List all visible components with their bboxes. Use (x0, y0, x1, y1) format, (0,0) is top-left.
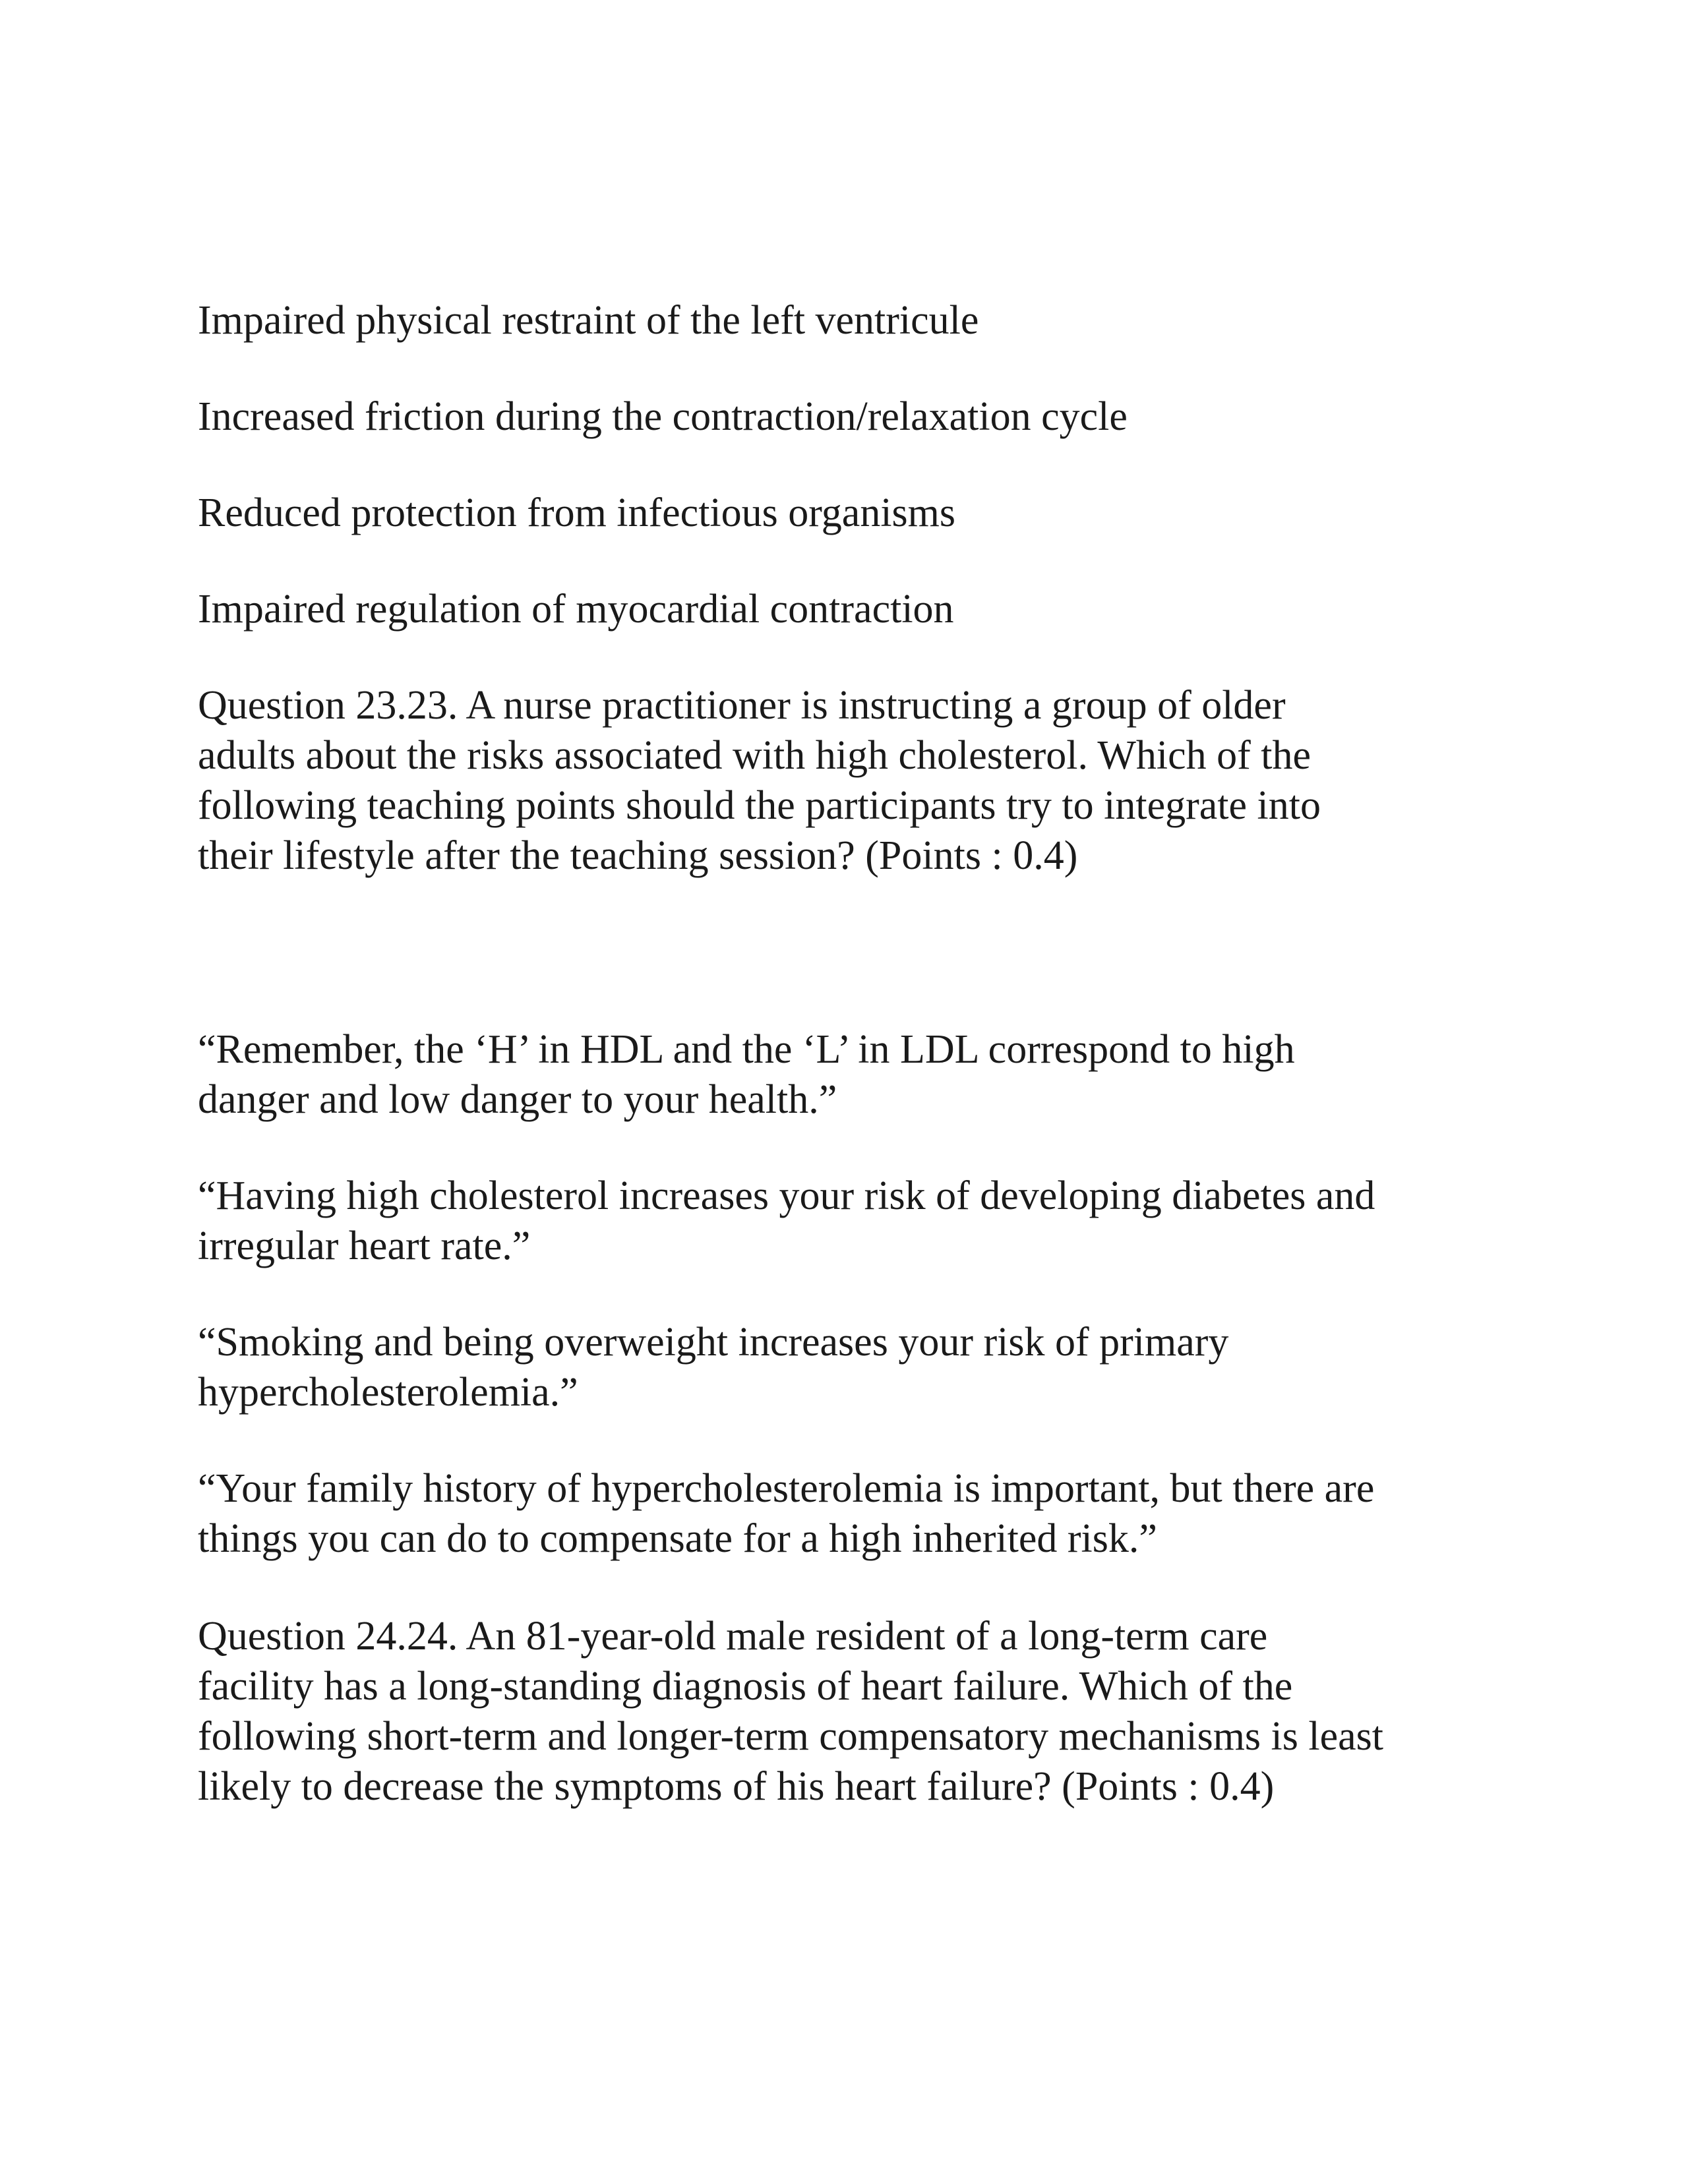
question-23-option: “Your family history of hypercholesterolemia is important, but there are things you can do to compensate for a high inherited risk.” (198, 1466, 1375, 1561)
answer-option: Impaired regulation of myocardial contraction (198, 587, 954, 632)
question-23-option: “Remember, the ‘H’ in HDL and the ‘L’ in LDL correspond to high danger and low danger to your health.” (198, 1027, 1295, 1122)
answer-option: Impaired physical restraint of the left ventricule (198, 298, 979, 343)
question-23-text: Question 23.23. A nurse practitioner is instructing a group of older adults about the risks associated with high cholesterol. Which of the following teaching points should the participants try to integrate into their lifestyle after the teaching session? (Points : 0.4) (198, 683, 1321, 878)
question-23-option: “Smoking and being overweight increases your risk of primary hypercholesterolemia.” (198, 1320, 1229, 1415)
answer-option: Reduced protection from infectious organisms (198, 490, 956, 535)
question-23-option: “Having high cholesterol increases your risk of developing diabetes and irregular heart rate.” (198, 1173, 1375, 1268)
answer-option: Increased friction during the contraction/relaxation cycle (198, 394, 1128, 439)
question-24-text: Question 24.24. An 81-year-old male resident of a long-term care facility has a long-standing diagnosis of heart failure. Which of the following short-term and longer-term compensatory mechanisms is least likely to decrease the symptoms of his heart failure? (Points : 0.4) (198, 1614, 1384, 1809)
